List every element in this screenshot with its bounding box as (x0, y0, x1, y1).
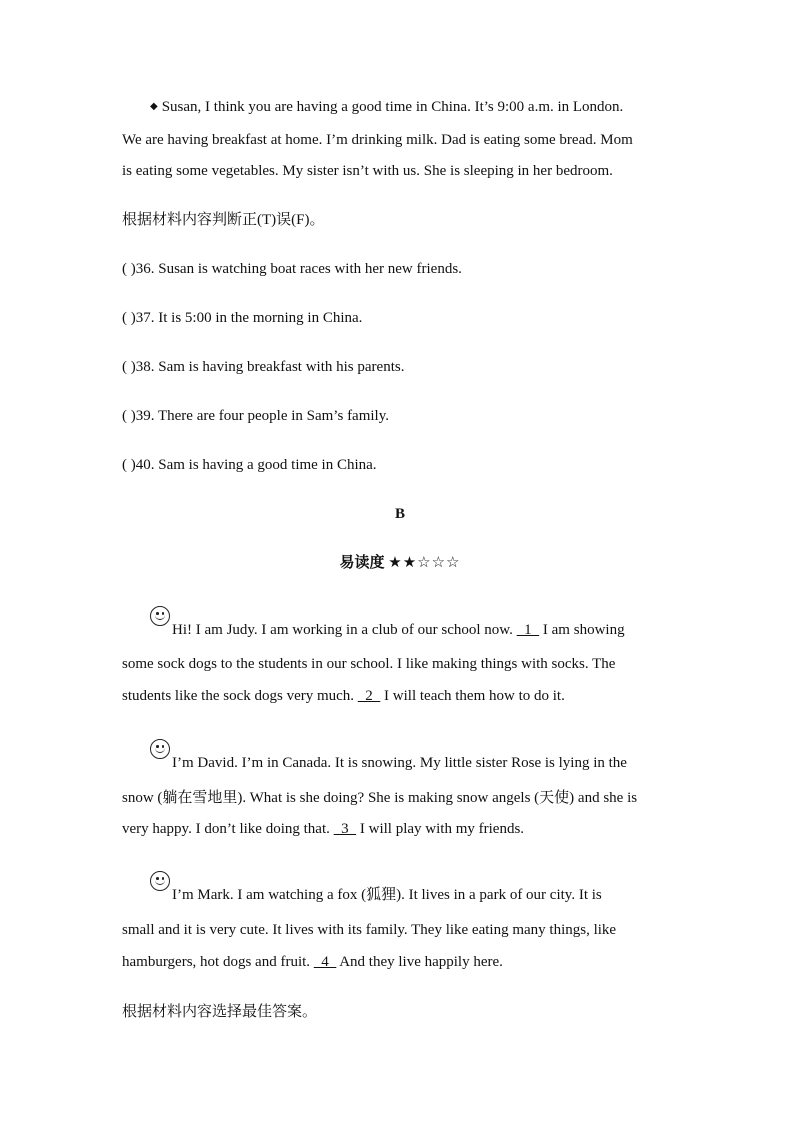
passage-a-line-1: ◆ Susan, I think you are having a good time in China. It’s 9:00 a.m. in London. (150, 99, 624, 115)
question-36: ( )36. Susan is watching boat races with her new friends. (122, 261, 462, 277)
blank-3: 3 (333, 821, 357, 837)
smiley-icon (150, 871, 170, 891)
mark-line-1: I’m Mark. I am watching a fox (狐狸). It lives in a park of our city. It is (150, 879, 602, 905)
question-40: ( )40. Sam is having a good time in China. (122, 457, 377, 473)
judy-line-1: Hi! I am Judy. I am working in a club of our school now. 1 I am showing (150, 614, 625, 640)
difficulty-rating (0, 553, 800, 573)
david-line-2: snow (躺在雪地里). What is she doing? She is making snow angels (天使) and she is (122, 790, 638, 806)
instruction-multiple-choice: 根据材料内容选择最佳答案。 (122, 1004, 318, 1020)
question-39: ( )39. There are four people in Sam’s family. (122, 408, 389, 424)
david-line-1: I’m David. I’m in Canada. It is snowing. My little sister Rose is lying in the (150, 747, 627, 773)
david-line-3: very happy. I don’t like doing that. 3 I will play with my friends. (122, 821, 525, 837)
difficulty-label: 易读度 (339, 555, 385, 571)
smiley-icon (150, 606, 170, 626)
blank-4: 4 (313, 954, 337, 970)
difficulty-stars: ★★☆☆☆ (388, 555, 461, 571)
smiley-icon (150, 739, 170, 759)
mark-line-2: small and it is very cute. It lives with its family. They like eating many things, like (122, 922, 617, 938)
question-38: ( )38. Sam is having breakfast with his parents. (122, 359, 405, 375)
blank-1: 1 (516, 622, 540, 638)
blank-2: 2 (357, 688, 381, 704)
diamond-bullet-icon: ◆ (150, 101, 158, 112)
judy-line-3: students like the sock dogs very much. 2 I will teach them how to do it. (122, 688, 565, 704)
instruction-true-false: 根据材料内容判断正(T)误(F)。 (122, 212, 325, 228)
passage-a-line-3: is eating some vegetables. My sister isn’t with us. She is sleeping in her bedroom. (122, 163, 613, 179)
question-37: ( )37. It is 5:00 in the morning in China. (122, 310, 363, 326)
mark-line-3: hamburgers, hot dogs and fruit. 4 And they live happily here. (122, 954, 503, 970)
section-b-heading: B (394, 506, 405, 522)
passage-a-line-2: We are having breakfast at home. I’m drinking milk. Dad is eating some bread. Mom (122, 132, 633, 148)
judy-line-2: some sock dogs to the students in our school. I like making things with socks. The (122, 656, 616, 672)
